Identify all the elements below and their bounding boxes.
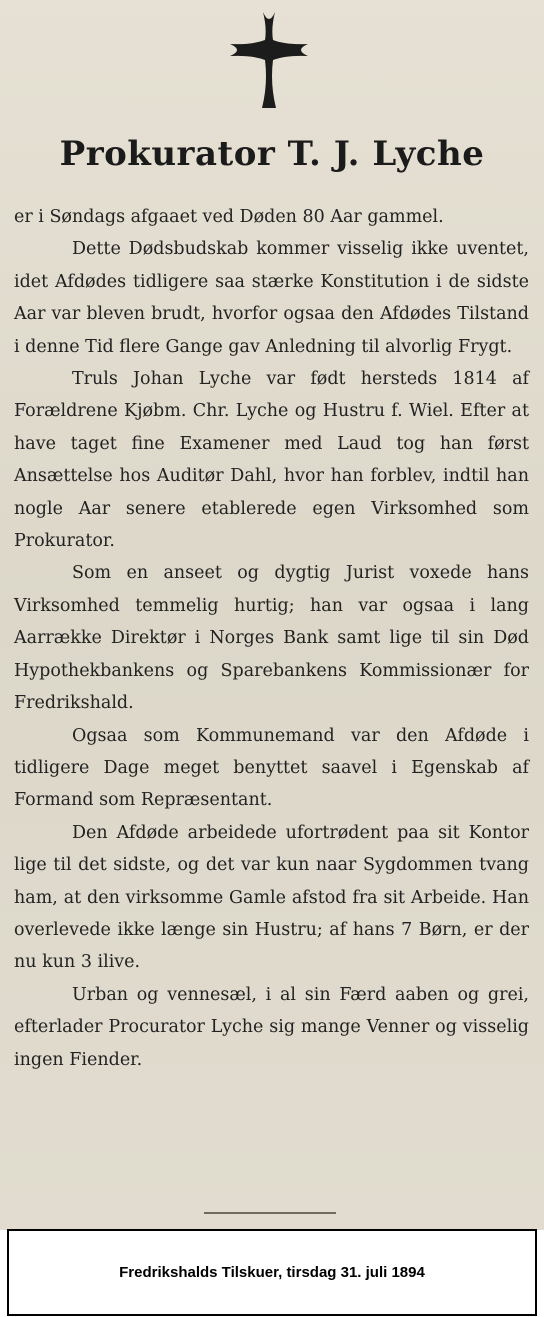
paragraph-2: Dette Dødsbudskab kommer visselig ikke uventet, idet Afdødes tidligere saa stærke Konstitution i de sidste Aar var bleven brudt, hvorfor ogsaa den Afdødes Tilstand i denne Tid flere Gange gav Anledning til alvorlig Frygt.	[14, 239, 529, 357]
paragraph-6: Den Afdøde arbeidede ufortrødent paa sit Kontor lige til det sidste, og det var kun naar Sygdommen tvang ham, at den virksomme Gamle afstod fra sit Arbeide. Han overlevede ikke længe sin Hustru; af hans 7 Børn, er der nu kun 3 ilive.	[14, 822, 529, 973]
paragraph-3: Truls Johan Lyche var født hersteds 1814 af Forældrene Kjøbm. Chr. Lyche og Hustru f. Wiel. Efter at have taget fine Examener med Laud tog han først Ansættelse hos Auditør Dahl, hvor han forblev, indtil han nogle Aar senere etablerede egen Virksomhed som Prokurator.	[14, 369, 529, 552]
source-caption-box	[7, 1229, 537, 1316]
end-rule	[204, 1212, 336, 1214]
obituary-title: Prokurator T. J. Lyche	[59, 134, 485, 174]
paragraph-1: er i Søndags afgaaet ved Døden 80 Aar gammel.	[14, 207, 444, 227]
paragraph-7: Urban og vennesæl, i al sin Færd aaben og grei, efterlader Procurator Lyche sig mange Venner og visselig ingen Fiender.	[14, 984, 529, 1070]
source-caption: Fredrikshalds Tilskuer, tirsdag 31. juli 1894	[119, 1264, 425, 1281]
obituary-body	[14, 201, 529, 1076]
paragraph-4: Som en anseet og dygtig Jurist voxede hans Virksomhed temmelig hurtig; han var ogsaa i lang Aarrække Direktør i Norges Bank samt lige til sin Død Hypothekbankens og Sparebankens Kommissionær for Fredrikshald.	[14, 563, 529, 714]
paragraph-5: Ogsaa som Kommunemand var den Afdøde i tidligere Dage meget benyttet saavel i Egenskab af Formand som Repræsentant.	[14, 725, 529, 811]
cross-icon	[230, 12, 308, 108]
